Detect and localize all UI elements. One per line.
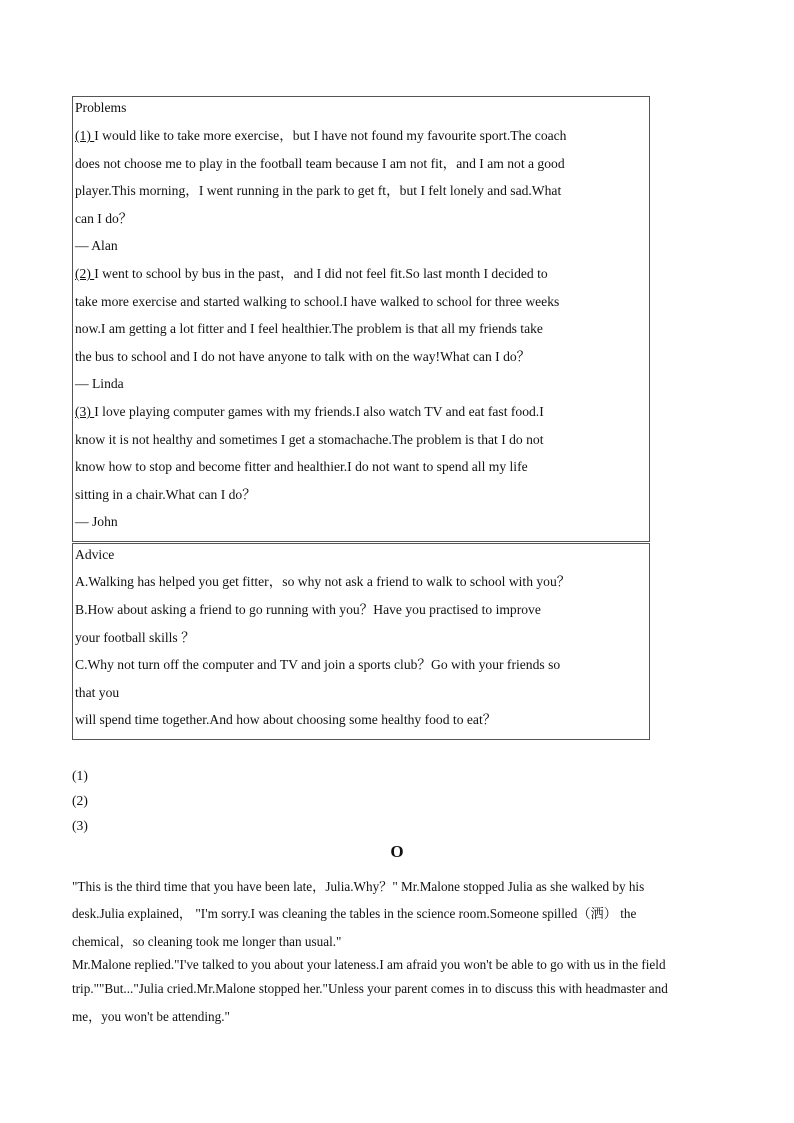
advice-box <box>72 543 650 740</box>
problem-3-author: — John <box>75 514 118 529</box>
advice-b-line-1: B.How about asking a friend to go running with you？Have you practised to improve <box>75 602 541 617</box>
advice-c-line-2: that you <box>75 685 120 700</box>
story-line-1: "This is the third time that you have been late，Julia.Why？" Mr.Malone stopped Julia as she walked by his <box>72 879 645 894</box>
problem-2-author: — Linda <box>75 376 124 391</box>
answer-blank-2[interactable]: (2) <box>72 793 88 808</box>
story-line-5: trip.""But..."Julia cried.Mr.Malone stopped her."Unless your parent comes in to discuss this with headmaster and <box>72 981 668 996</box>
story-line-2: desk.Julia explained， "I'm sorry.I was cleaning the tables in the science room.Someone spilled（洒） the <box>72 906 637 921</box>
problems-heading: Problems <box>75 100 127 115</box>
problem-1-line-3: player.This morning，I went running in the park to get ft，but I felt lonely and sad.What <box>75 183 562 198</box>
story-line-4: Mr.Malone replied."I've talked to you about your lateness.I am afraid you won't be able to go with us in the field <box>72 957 666 972</box>
answer-blank-1[interactable]: (1) <box>72 768 88 783</box>
story-line-6: me，you won't be attending." <box>72 1009 230 1024</box>
problem-1-number: (1) <box>75 128 95 143</box>
advice-c-line-1: C.Why not turn off the computer and TV and join a sports club？Go with your friends so <box>75 657 561 672</box>
problem-2-line-4: the bus to school and I do not have anyone to talk with on the way!What can I do？ <box>75 349 531 364</box>
story-line-3: chemical，so cleaning took me longer than usual." <box>72 934 342 949</box>
problem-3-text: I love playing computer games with my friends.I also watch TV and eat fast food.I <box>94 404 544 419</box>
advice-b-line-2: your football skills ？ <box>75 630 195 645</box>
problem-1-line-2: does not choose me to play in the football team because I am not fit，and I am not a good <box>75 156 565 171</box>
advice-a-line-1: A.Walking has helped you get fitter，so why not ask a friend to walk to school with you？ <box>75 574 571 589</box>
problem-1-text: I would like to take more exercise，but I have not found my favourite sport.The coach <box>94 128 567 143</box>
problem-3-number: (3) <box>75 404 95 419</box>
problem-3-line-3: know how to stop and become fitter and healthier.I do not want to spend all my life <box>75 459 528 474</box>
section-heading: O <box>390 842 404 861</box>
problem-3-line-1 <box>75 403 544 421</box>
problem-1-author: — Alan <box>75 238 118 253</box>
problem-1-line-1 <box>75 127 566 145</box>
problem-3-line-2: know it is not healthy and sometimes I get a stomachache.The problem is that I do not <box>75 432 544 447</box>
advice-heading: Advice <box>75 547 115 562</box>
problem-2-line-2: take more exercise and started walking to school.I have walked to school for three weeks <box>75 294 560 309</box>
problems-box <box>72 96 650 542</box>
problem-2-text: I went to school by bus in the past，and I did not feel fit.So last month I decided to <box>94 266 548 281</box>
answer-blank-3[interactable]: (3) <box>72 818 88 833</box>
problem-1-line-4: can I do？ <box>75 211 133 226</box>
problem-3-line-4: sitting in a chair.What can I do？ <box>75 487 256 502</box>
problem-2-number: (2) <box>75 266 95 281</box>
problem-2-line-3: now.I am getting a lot fitter and I feel healthier.The problem is that all my friends take <box>75 321 543 336</box>
problem-2-line-1 <box>75 265 548 283</box>
advice-c-line-3: will spend time together.And how about choosing some healthy food to eat？ <box>75 712 497 727</box>
